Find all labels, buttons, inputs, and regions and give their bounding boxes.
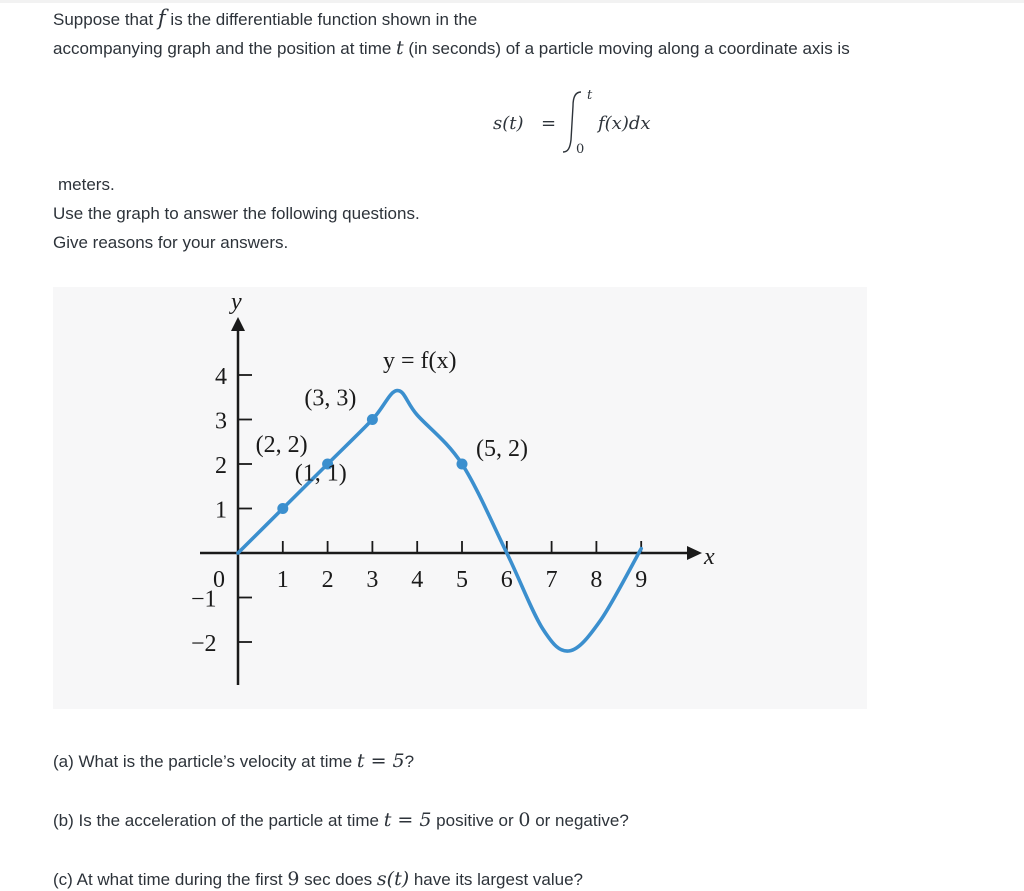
question-a xyxy=(53,750,414,773)
intro-line-1-text-b: is the differentiable function shown in the xyxy=(165,10,478,29)
question-a-math: t = 5 xyxy=(356,750,405,772)
y-axis-label: y xyxy=(231,289,242,315)
intro-line-2 xyxy=(53,37,850,60)
y-tick-label: −2 xyxy=(191,631,217,657)
question-c-nine: 9 xyxy=(287,868,300,890)
intro-line-2-text-b: (in seconds) of a particle moving along a coordinate axis is xyxy=(403,39,850,58)
x-tick-label: 7 xyxy=(545,567,558,593)
function-curve xyxy=(238,391,641,652)
question-b-zero: 0 xyxy=(518,809,531,831)
formula-lower-limit: 0 xyxy=(576,142,585,156)
function-graph xyxy=(53,287,867,709)
point-label: (2, 2) xyxy=(255,432,308,458)
formula-upper-limit: t xyxy=(587,88,593,103)
point-label: (5, 2) xyxy=(476,436,528,462)
question-c-mid: sec does xyxy=(299,870,377,889)
math-t: t xyxy=(396,37,404,59)
x-tick-label: 8 xyxy=(590,567,603,593)
question-b-math: t = 5 xyxy=(383,809,432,831)
x-tick-label: 9 xyxy=(635,567,648,593)
formula-equals: = xyxy=(541,113,557,134)
x-tick-label: 2 xyxy=(321,567,334,593)
question-c-st: s(t) xyxy=(376,868,410,890)
question-a-text: (a) What is the particle’s velocity at time xyxy=(53,752,357,771)
instruction-line-1: Use the graph to answer the following questions. xyxy=(53,204,420,223)
x-tick-label: 6 xyxy=(500,567,513,593)
point-label: (1, 1) xyxy=(294,460,347,487)
point-marker xyxy=(457,459,468,470)
graph-panel xyxy=(53,287,867,709)
y-tick-label: 4 xyxy=(215,364,227,390)
formula-integrand: f(x)dx xyxy=(598,113,651,134)
point-marker xyxy=(367,414,378,425)
meters-text: meters. xyxy=(58,175,115,194)
y-axis-arrow-icon xyxy=(231,317,245,331)
x-tick-label: 5 xyxy=(456,567,468,593)
question-b-end: or negative? xyxy=(530,811,629,830)
y-tick-label: 2 xyxy=(215,453,227,479)
question-c xyxy=(53,868,583,891)
math-f: f xyxy=(157,6,166,30)
question-c-text: (c) At what time during the first xyxy=(53,870,288,889)
y-tick-label: 3 xyxy=(215,408,227,435)
y-tick-label: −1 xyxy=(191,586,217,613)
intro-line-1-text-a: Suppose that xyxy=(53,10,158,29)
origin-label: 0 xyxy=(213,567,225,593)
top-border xyxy=(0,0,1024,3)
formula-lhs: s(t) xyxy=(493,113,524,134)
point-label: (3, 3) xyxy=(304,385,357,412)
x-tick-label: 3 xyxy=(366,567,379,593)
x-tick-label: 4 xyxy=(411,567,424,593)
point-labels xyxy=(256,386,528,487)
x-axis-arrow-icon xyxy=(687,546,702,560)
x-axis-label: x xyxy=(704,544,715,570)
position-formula xyxy=(489,84,689,156)
question-b xyxy=(53,809,629,832)
curve-label: y = f(x) xyxy=(383,348,457,374)
question-b-mid: positive or xyxy=(431,811,519,830)
point-marker xyxy=(277,503,288,514)
question-a-end: ? xyxy=(404,752,415,771)
question-b-text: (b) Is the acceleration of the particle at time xyxy=(53,811,384,830)
intro-line-1 xyxy=(53,7,477,31)
x-tick-label: 1 xyxy=(276,567,289,593)
question-c-end: have its largest value? xyxy=(409,870,584,889)
intro-line-2-text-a: accompanying graph and the position at time xyxy=(53,39,397,58)
ticks xyxy=(191,364,647,657)
y-tick-label: 1 xyxy=(215,497,227,524)
instruction-line-2: Give reasons for your answers. xyxy=(53,233,289,252)
